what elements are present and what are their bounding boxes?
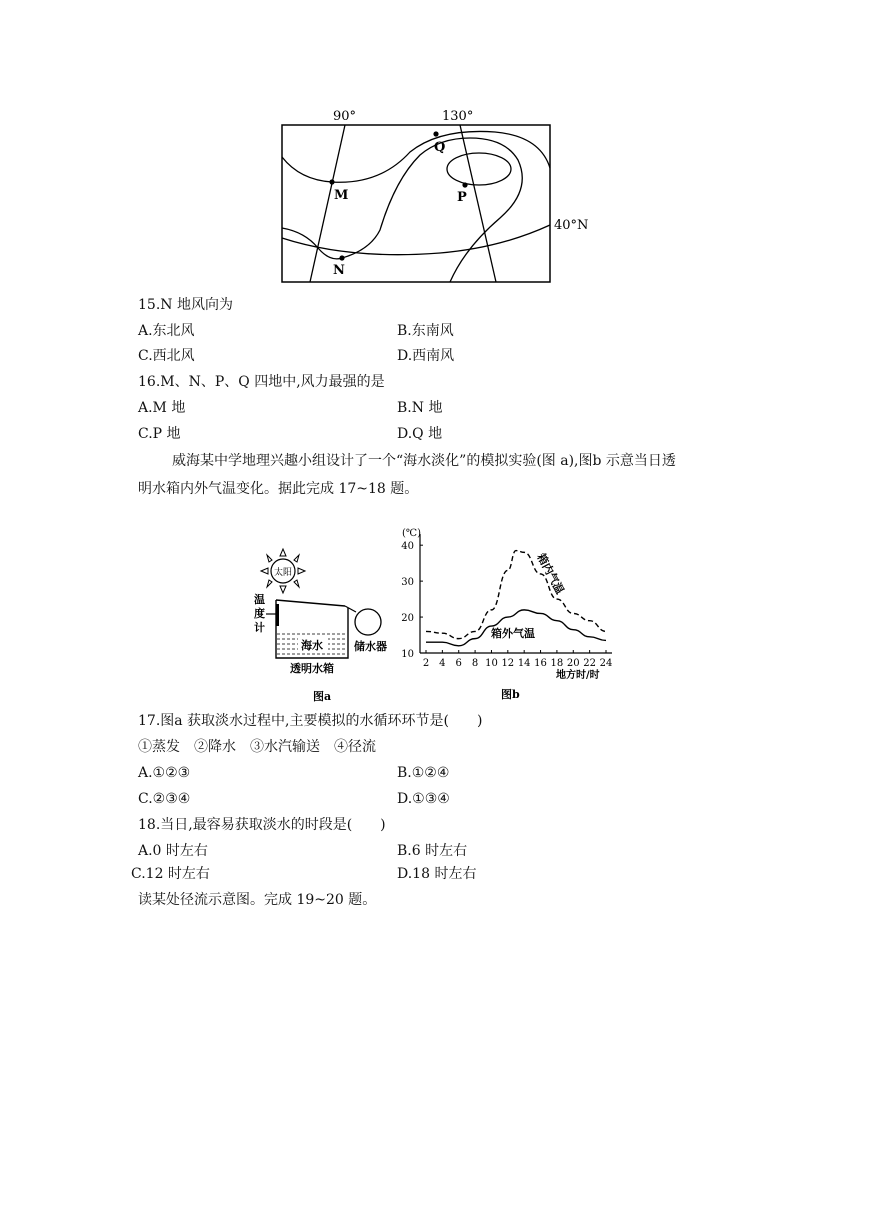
y-tick-label: 20 [401, 613, 414, 625]
point-p-dot [462, 182, 467, 187]
q16-option-d[interactable]: D.Q 地 [397, 426, 443, 442]
x-tick-label: 20 [566, 658, 580, 669]
passage-line-2: 明水箱内外气温变化。据此完成 17~18 题。 [138, 481, 419, 497]
thermometer-label-2: 度 [254, 607, 265, 620]
passage-line-1: 威海某中学地理兴趣小组设计了一个“海水淡化”的模拟实验(图 a),图b 示意当日透 [172, 453, 676, 469]
y-tick-label: 10 [401, 649, 414, 660]
x-tick-label: 12 [501, 658, 515, 669]
point-q-dot [433, 131, 438, 136]
series-line-inside-temp [426, 551, 606, 639]
q15-stem: 15.N 地风向为 [138, 297, 233, 313]
q15-option-b[interactable]: B.东南风 [397, 323, 454, 339]
reservoir-label: 储水器 [354, 640, 387, 653]
q18-option-a[interactable]: A.0 时左右 [138, 843, 208, 859]
q15-option-d[interactable]: D.西南风 [397, 348, 455, 364]
x-tick-label: 22 [583, 658, 597, 669]
isobar-inner [447, 153, 511, 185]
x-tick-label: 8 [471, 658, 479, 669]
q17-stem: 17.图a 获取淡水过程中,主要模拟的水循环环节是( ) [138, 713, 483, 729]
x-tick-label: 18 [550, 658, 564, 669]
q16-option-c[interactable]: C.P 地 [138, 426, 181, 442]
q17-option-a[interactable]: A.①②③ [138, 765, 191, 781]
q15-option-a[interactable]: A.东北风 [138, 323, 195, 339]
q16-option-b[interactable]: B.N 地 [397, 400, 443, 416]
figure-b-temperature-chart [370, 520, 630, 705]
q18-option-c[interactable]: C.12 时左右 [131, 866, 210, 882]
x-tick-label: 24 [599, 658, 613, 669]
chart-ylabel: (℃) [402, 528, 421, 539]
inside-temp-label: 箱内气温 [534, 551, 567, 597]
map-frame [282, 125, 550, 282]
tank-label: 透明水箱 [290, 662, 334, 675]
q15-option-c[interactable]: C.西北风 [138, 348, 195, 364]
y-tick-label: 30 [401, 577, 414, 589]
point-m-dot [329, 179, 334, 184]
chart-xlabel: 地方时/时 [556, 670, 600, 681]
point-n-dot [339, 255, 344, 260]
thermometer-label-1: 温 [254, 593, 265, 606]
lon-130-label: 130° [442, 109, 474, 124]
sun-icon [261, 549, 305, 593]
x-tick-label: 4 [439, 658, 446, 669]
q17-option-d[interactable]: D.①③④ [397, 791, 450, 807]
point-n-label: N [333, 263, 345, 278]
pressure-map-figure [270, 100, 600, 290]
intro-19-20: 读某处径流示意图。完成 19~20 题。 [138, 892, 377, 908]
x-tick-label: 6 [455, 658, 462, 669]
lat-40n-label: 40°N [554, 218, 589, 233]
point-m-label: M [334, 188, 349, 203]
q17-choices: ①蒸发 ②降水 ③水汽输送 ④径流 [138, 739, 376, 755]
x-tick-label: 14 [517, 658, 531, 669]
thermometer-label-3: 计 [254, 621, 265, 634]
point-q-label: Q [434, 140, 446, 155]
q17-option-b[interactable]: B.①②④ [397, 765, 450, 781]
x-tick-label: 2 [422, 658, 430, 669]
figure-b-caption: 图b [501, 688, 520, 701]
x-tick-label: 10 [485, 658, 498, 669]
q18-option-d[interactable]: D.18 时左右 [397, 866, 477, 882]
outside-temp-label: 箱外气温 [491, 627, 535, 640]
sun-label: 太阳 [273, 568, 293, 578]
q16-option-a[interactable]: A.M 地 [138, 400, 186, 416]
q17-option-c[interactable]: C.②③④ [138, 791, 191, 807]
figure-a-caption: 图a [313, 690, 332, 703]
sea-water-label: 海水 [301, 639, 323, 652]
y-tick-label: 40 [401, 541, 414, 553]
x-tick-label: 16 [534, 658, 547, 669]
q16-stem: 16.M、N、P、Q 四地中,风力最强的是 [138, 374, 385, 390]
q18-option-b[interactable]: B.6 时左右 [397, 843, 468, 859]
point-p-label: P [457, 190, 467, 205]
q18-stem: 18.当日,最容易获取淡水的时段是( ) [138, 817, 386, 833]
lon-90-label: 90° [333, 109, 357, 124]
